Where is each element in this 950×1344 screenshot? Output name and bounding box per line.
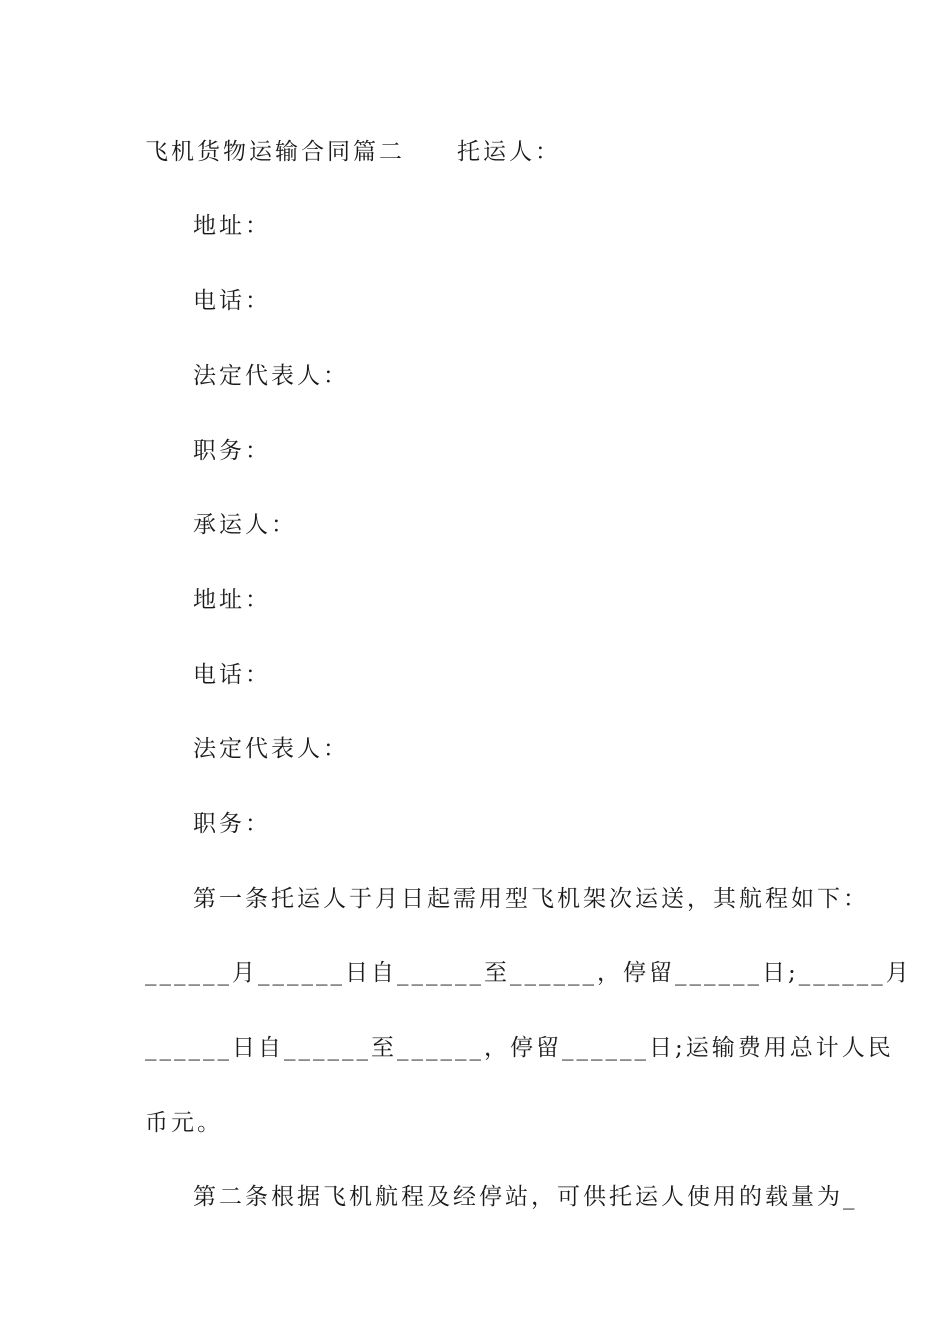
carrier-address-label: 地址：: [193, 587, 271, 613]
article-two-line-1: 第二条根据飞机航程及经停站，可供托运人使用的载量为_: [193, 1184, 858, 1210]
article-one-line-3: ______日自______至______，停留______日;运输费用总计人民: [145, 1035, 894, 1061]
carrier-legal-representative-label: 法定代表人：: [193, 736, 349, 762]
carrier-phone-label: 电话：: [193, 662, 271, 688]
shipper-legal-representative-label: 法定代表人：: [193, 363, 349, 389]
carrier-label: 承运人：: [193, 512, 297, 538]
shipper-phone-label: 电话：: [193, 288, 271, 314]
shipper-address-label: 地址：: [193, 213, 271, 239]
article-one-line-2: ______月______日自______至______，停留______日;______月: [145, 960, 912, 986]
shipper-position-label: 职务：: [193, 438, 271, 464]
article-one-line-4: 币元。: [145, 1110, 223, 1136]
carrier-position-label: 职务：: [193, 811, 271, 837]
article-one-line-1: 第一条托运人于月日起需用型飞机架次运送，其航程如下：: [193, 886, 869, 912]
document-heading-line: 飞机货物运输合同篇二 托运人：: [145, 139, 561, 165]
